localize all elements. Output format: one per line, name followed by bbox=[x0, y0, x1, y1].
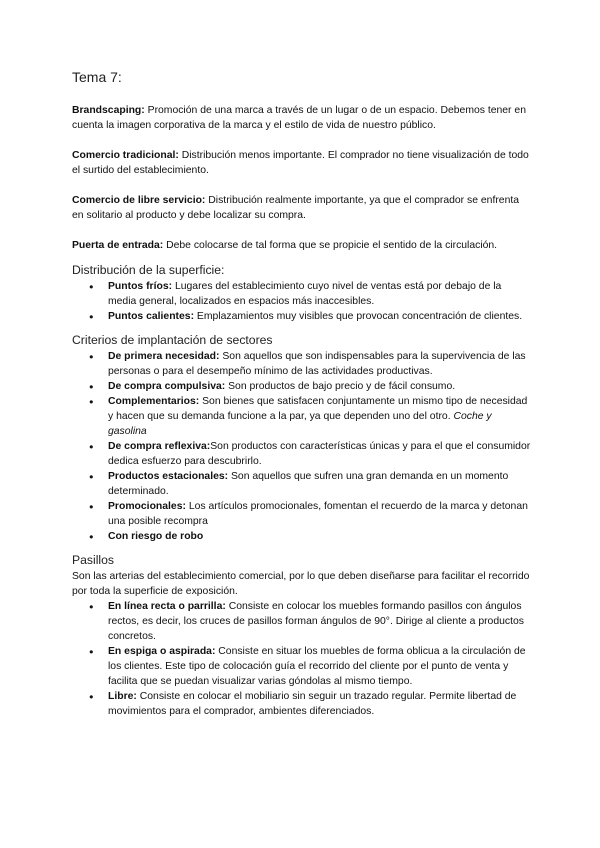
term: Puerta de entrada: bbox=[72, 240, 164, 251]
list-item bbox=[72, 439, 532, 469]
paragraph-puerta-entrada bbox=[72, 238, 532, 253]
term: En línea recta o parrilla: bbox=[108, 601, 226, 612]
list-distribucion bbox=[72, 279, 532, 324]
definition: Consiste en colocar los muebles formando pasillos con ángulos rectos, es decir, los cruces de pasillos forman ángulos de 90°. Dirige al cliente a productos concretos. bbox=[108, 601, 524, 642]
definition: Promoción de una marca a través de un lugar o de un espacio. Debemos tener en cuenta la imagen corporativa de la marca y el estilo de vida de nuestro público. bbox=[72, 105, 526, 131]
term: Promocionales: bbox=[108, 501, 186, 512]
definition: Consiste en situar los muebles de forma oblicua a la circulación de los clientes. Este tipo de colocación guía el recorrido del cliente por el punto de venta y facilita que se puedan visualizar varias góndolas al mismo tiempo. bbox=[108, 646, 526, 687]
list-item bbox=[72, 599, 532, 644]
paragraph-libre-servicio bbox=[72, 193, 532, 223]
definition: Son productos con características únicas y para el que el consumidor dedica esfuerzo para descubrirlo. bbox=[108, 441, 531, 467]
page-title: Tema 7: bbox=[72, 69, 122, 85]
list-item bbox=[72, 379, 532, 394]
definition: Son productos de bajo precio y de fácil consumo. bbox=[225, 381, 456, 392]
list-item bbox=[72, 469, 532, 499]
definition: Son aquellos que son indispensables para la supervivencia de las personas o para el desempeño mínimo de las actividades productivas. bbox=[108, 351, 526, 377]
paragraph-brandscaping bbox=[72, 103, 532, 133]
document-page bbox=[72, 70, 532, 727]
term: Productos estacionales: bbox=[108, 471, 229, 482]
term: De compra reflexiva: bbox=[108, 441, 211, 452]
term: En espiga o aspirada: bbox=[108, 646, 216, 657]
list-item bbox=[72, 644, 532, 689]
list-item bbox=[72, 529, 532, 544]
list-item bbox=[72, 394, 532, 439]
section-heading-criterios: Criterios de implantación de sectores bbox=[72, 333, 273, 347]
list-item bbox=[72, 689, 532, 719]
term: Comercio tradicional: bbox=[72, 150, 179, 161]
term: Brandscaping: bbox=[72, 105, 145, 116]
term: Con riesgo de robo bbox=[108, 531, 204, 542]
term: Comercio de libre servicio: bbox=[72, 195, 206, 206]
definition: Lugares del establecimiento cuyo nivel de ventas está por debajo de la media general, localizados en espacios más inaccesibles. bbox=[108, 281, 502, 307]
list-pasillos bbox=[72, 599, 532, 719]
term: Complementarios: bbox=[108, 396, 200, 407]
term: De compra compulsiva: bbox=[108, 381, 226, 392]
list-criterios bbox=[72, 349, 532, 544]
list-item bbox=[72, 349, 532, 379]
term: De primera necesidad: bbox=[108, 351, 220, 362]
definition: Emplazamientos muy visibles que provocan concentración de clientes. bbox=[194, 311, 523, 322]
term: Libre: bbox=[108, 691, 137, 702]
definition: Son bienes que satisfacen conjuntamente un mismo tipo de necesidad y hacen que su demanda funcione a la par, ya que dependen uno del otro. bbox=[108, 396, 528, 422]
definition: Son aquellos que sufren una gran demanda en un momento determinado. bbox=[108, 471, 509, 497]
definition: Los artículos promocionales, fomentan el recuerdo de la marca y detonan una posible recompra bbox=[108, 501, 528, 527]
list-item bbox=[72, 499, 532, 529]
definition: Distribución menos importante. El comprador no tiene visualización de todo el surtido del establecimiento. bbox=[72, 150, 529, 176]
definition: Consiste en colocar el mobiliario sin seguir un trazado regular. Permite libertad de movimientos para el comprador, ambientes diferenciados. bbox=[108, 691, 517, 717]
section-heading-pasillos: Pasillos bbox=[72, 553, 114, 567]
list-item bbox=[72, 279, 532, 309]
example-text: Coche y gasolina bbox=[108, 411, 492, 437]
definition: Debe colocarse de tal forma que se propicie el sentido de la circulación. bbox=[163, 240, 498, 251]
pasillos-intro: Son las arterias del establecimiento comercial, por lo que deben diseñarse para facilitar el recorrido por toda la superficie de exposición. bbox=[72, 571, 530, 597]
definition: Distribución realmente importante, ya que el comprador se enfrenta en solitario al producto y debe localizar su compra. bbox=[72, 195, 520, 221]
list-item bbox=[72, 309, 532, 324]
term: Puntos fríos: bbox=[108, 281, 173, 292]
section-heading-distribucion: Distribución de la superficie: bbox=[72, 263, 225, 277]
term: Puntos calientes: bbox=[108, 311, 195, 322]
paragraph-comercio-tradicional bbox=[72, 148, 532, 178]
